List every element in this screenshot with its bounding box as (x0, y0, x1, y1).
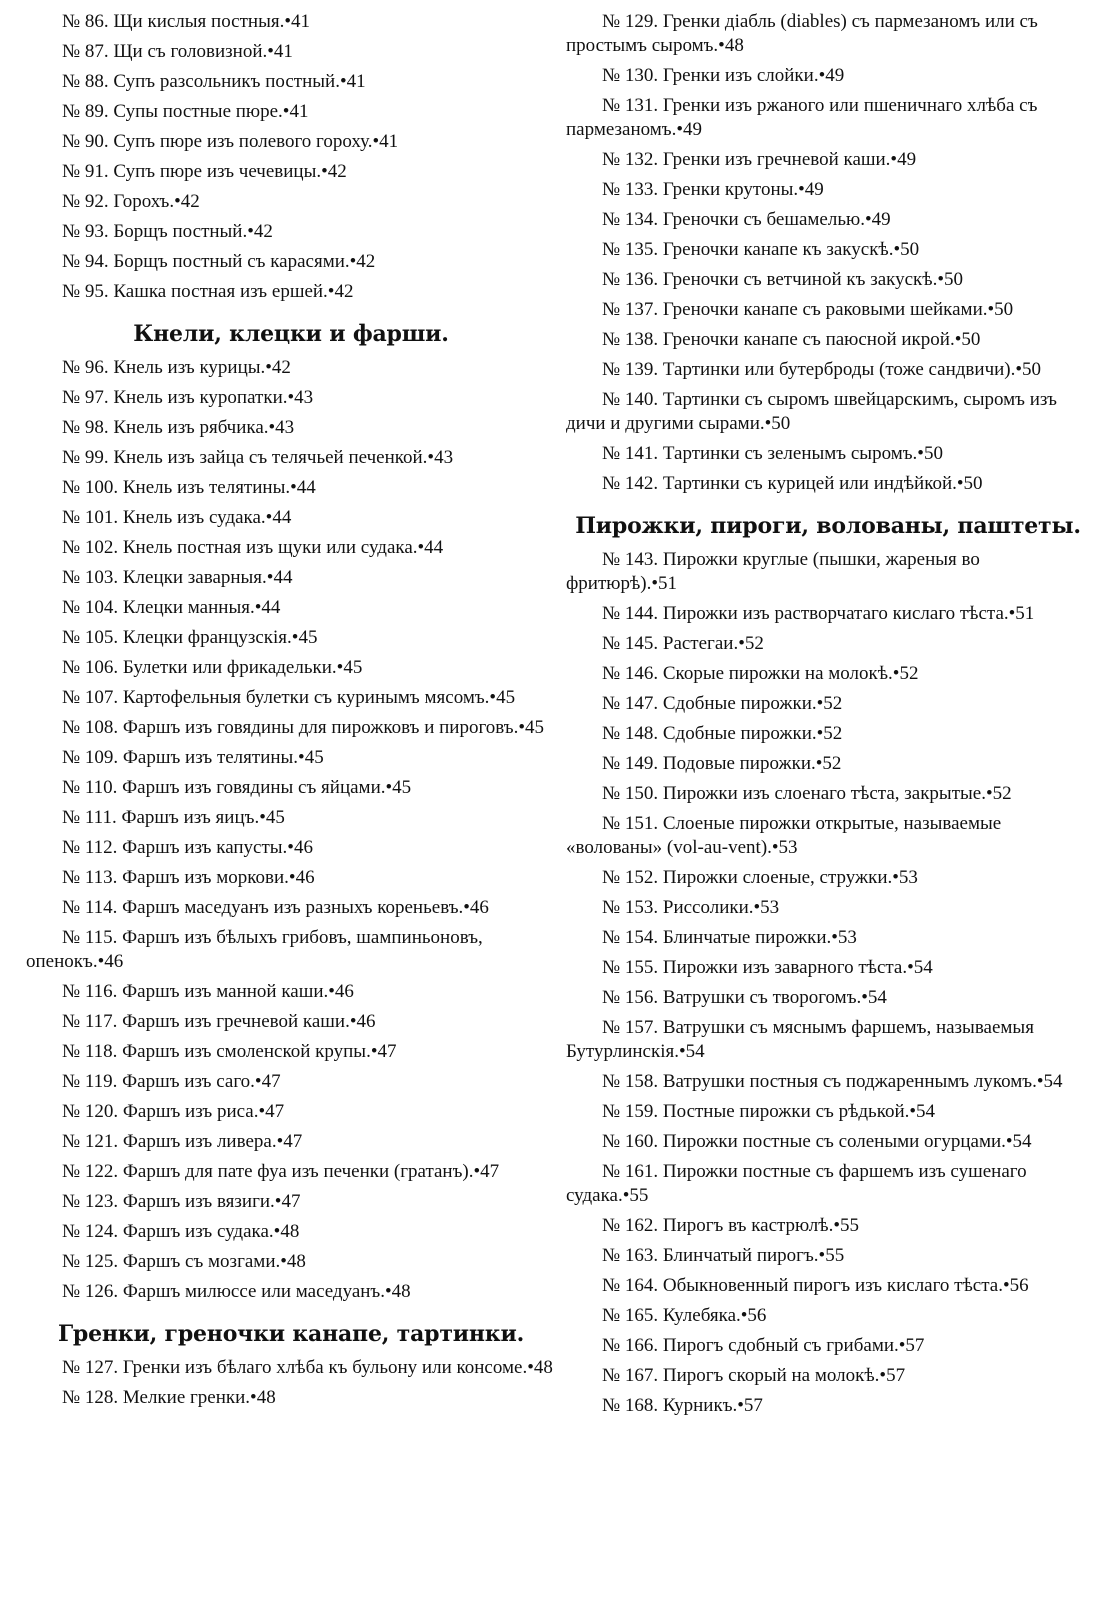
toc-entry: № 90. Супъ пюре изъ полевого гороху.•41 (62, 131, 399, 152)
toc-entry: № 153. Риссолики.•53 (602, 897, 780, 918)
toc-entry: № 97. Кнель изъ куропатки.•43 (62, 387, 314, 408)
toc-entry: № 94. Борщъ постный съ карасями.•42 (62, 251, 376, 272)
toc-entry: № 165. Кулебяка.•56 (602, 1305, 767, 1326)
toc-entry: № 89. Супы постные пюре.•41 (62, 101, 309, 122)
toc-entry: № 125. Фаршъ съ мозгами.•48 (62, 1251, 306, 1272)
toc-entry: № 93. Борщъ постный.•42 (62, 221, 273, 242)
toc-entry: № 147. Сдобные пирожки.•52 (602, 693, 843, 714)
section-heading: Кнели, клецки и фарши. (133, 321, 449, 347)
toc-entry: № 96. Кнель изъ курицы.•42 (62, 357, 291, 378)
toc-entry: № 98. Кнель изъ рябчика.•43 (62, 417, 295, 438)
toc-entry: № 141. Тартинки съ зеленымъ сыромъ.•50 (602, 443, 943, 464)
toc-entry: № 132. Гренки изъ гречневой каши.•49 (602, 149, 917, 170)
toc-entry: № 106. Булетки или фрикадельки.•45 (62, 657, 363, 678)
toc-entry: № 118. Фаршъ изъ смоленской крупы.•47 (62, 1041, 397, 1062)
toc-entry: № 128. Мелкие гренки.•48 (62, 1387, 276, 1408)
toc-entry: № 159. Постные пирожки съ рѣдькой.•54 (602, 1101, 936, 1122)
toc-entry: № 151. Слоеные пирожки открытые, называемые «волованы» (vol-au-vent).•53 (566, 813, 1002, 858)
section-heading: Гренки, греночки канапе, тартинки. (57, 1321, 525, 1347)
toc-entry: № 114. Фаршъ маседуанъ изъ разныхъ кореньевъ.•46 (62, 897, 489, 918)
toc-entry: № 148. Сдобные пирожки.•52 (602, 723, 843, 744)
toc-entry: № 116. Фаршъ изъ манной каши.•46 (62, 981, 354, 1002)
toc-entry: № 167. Пирогъ скорый на молокѣ.•57 (602, 1365, 906, 1386)
toc-entry: № 126. Фаршъ милюссе или маседуанъ.•48 (62, 1281, 411, 1302)
toc-entry: № 143. Пирожки круглые (пышки, жареныя во фритюрѣ).•51 (566, 549, 980, 594)
toc-entry: № 164. Обыкновенный пирогъ изъ кислаго тѣста.•56 (602, 1275, 1029, 1296)
toc-entry: № 162. Пирогъ въ кастрюлѣ.•55 (602, 1215, 859, 1236)
toc-entry: № 99. Кнель изъ зайца съ телячьей печенкой.•43 (62, 447, 454, 468)
toc-entry: № 107. Картофельныя булетки съ куринымъ мясомъ.•45 (62, 687, 516, 708)
toc-entry: № 144. Пирожки изъ растворчатаго кислаго тѣста.•51 (602, 603, 1035, 624)
toc-entry: № 102. Кнель постная изъ щуки или судака.•44 (62, 537, 444, 558)
toc-entry: № 86. Щи кислыя постныя.•41 (62, 11, 310, 32)
toc-entry: № 168. Курникъ.•57 (602, 1395, 763, 1416)
toc-entry: № 113. Фаршъ изъ моркови.•46 (62, 867, 315, 888)
toc-entry: № 155. Пирожки изъ заварного тѣста.•54 (602, 957, 933, 978)
toc-entry: № 109. Фаршъ изъ телятины.•45 (62, 747, 324, 768)
toc-entry: № 103. Клецки заварныя.•44 (62, 567, 293, 588)
toc-entry: № 138. Греночки канапе съ паюсной икрой.•50 (602, 329, 981, 350)
toc-entry: № 161. Пирожки постные съ фаршемъ изъ сушенаго судака.•55 (566, 1161, 1027, 1206)
toc-entry: № 156. Ватрушки съ творогомъ.•54 (602, 987, 887, 1008)
toc-entry: № 123. Фаршъ изъ вязиги.•47 (62, 1191, 301, 1212)
toc-entry: № 112. Фаршъ изъ капусты.•46 (62, 837, 313, 858)
toc-entry: № 117. Фаршъ изъ гречневой каши.•46 (62, 1011, 376, 1032)
toc-entry: № 142. Тартинки съ курицей или индѣйкой.•50 (602, 473, 983, 494)
toc-entry: № 154. Блинчатые пирожки.•53 (602, 927, 857, 948)
toc-entry: № 145. Растегаи.•52 (602, 633, 764, 654)
toc-entry: № 100. Кнель изъ телятины.•44 (62, 477, 316, 498)
toc-entry: № 105. Клецки французскія.•45 (62, 627, 318, 648)
toc-entry: № 124. Фаршъ изъ судака.•48 (62, 1221, 300, 1242)
toc-entry: № 127. Гренки изъ бѣлаго хлѣба къ бульону или консоме.•48 (62, 1357, 553, 1378)
toc-entry: № 133. Гренки крутоны.•49 (602, 179, 824, 200)
toc-entry: № 115. Фаршъ изъ бѣлыхъ грибовъ, шампиньоновъ, опенокъ.•46 (26, 927, 483, 972)
toc-entry: № 87. Щи съ головизной.•41 (62, 41, 293, 62)
right-column (566, 10, 1090, 1424)
toc-entry: № 101. Кнель изъ судака.•44 (62, 507, 292, 528)
toc-entry: № 120. Фаршъ изъ риса.•47 (62, 1101, 285, 1122)
toc-entry: № 134. Греночки съ бешамелью.•49 (602, 209, 891, 230)
toc-entry: № 146. Скорые пирожки на молокѣ.•52 (602, 663, 919, 684)
toc-entry: № 104. Клецки манныя.•44 (62, 597, 281, 618)
left-column (26, 10, 556, 1416)
toc-entry: № 108. Фаршъ изъ говядины для пирожковъ и пироговъ.•45 (62, 717, 545, 738)
toc-entry: № 110. Фаршъ изъ говядины съ яйцами.•45 (62, 777, 412, 798)
toc-entry: № 136. Греночки съ ветчиной къ закускѣ.•50 (602, 269, 963, 290)
toc-entry: № 119. Фаршъ изъ саго.•47 (62, 1071, 281, 1092)
toc-entry: № 152. Пирожки слоеные, стружки.•53 (602, 867, 918, 888)
section-heading: Пирожки, пироги, волованы, паштеты. (575, 513, 1081, 539)
toc-entry: № 163. Блинчатый пирогъ.•55 (602, 1245, 845, 1266)
toc-entry: № 157. Ватрушки съ мяснымъ фаршемъ, называемыя Бутурлинскія.•54 (566, 1017, 1034, 1062)
toc-entry: № 95. Кашка постная изъ ершей.•42 (62, 281, 354, 302)
toc-entry: № 91. Супъ пюре изъ чечевицы.•42 (62, 161, 347, 182)
toc-entry: № 88. Супъ разсольникъ постный.•41 (62, 71, 366, 92)
toc-entry: № 149. Подовые пирожки.•52 (602, 753, 842, 774)
toc-entry: № 129. Гренки діабль (diables) съ пармезаномъ или съ простымъ сыромъ.•48 (566, 11, 1038, 56)
toc-entry: № 158. Ватрушки постныя съ поджареннымъ лукомъ.•54 (602, 1071, 1063, 1092)
toc-entry: № 139. Тартинки или бутерброды (тоже сандвичи).•50 (602, 359, 1042, 380)
toc-entry: № 122. Фаршъ для пате фуа изъ печенки (гратанъ).•47 (62, 1161, 500, 1182)
toc-entry: № 121. Фаршъ изъ ливера.•47 (62, 1131, 303, 1152)
toc-entry: № 160. Пирожки постные съ солеными огурцами.•54 (602, 1131, 1032, 1152)
toc-entry: № 166. Пирогъ сдобный съ грибами.•57 (602, 1335, 925, 1356)
toc-entry: № 130. Гренки изъ слойки.•49 (602, 65, 845, 86)
toc-entry: № 92. Горохъ.•42 (62, 191, 200, 212)
toc-entry: № 137. Греночки канапе съ раковыми шейками.•50 (602, 299, 1014, 320)
toc-entry: № 131. Гренки изъ ржаного или пшеничнаго хлѣба съ пармезаномъ.•49 (566, 95, 1038, 140)
toc-entry: № 111. Фаршъ изъ яицъ.•45 (62, 807, 285, 828)
toc-entry: № 135. Греночки канапе къ закускѣ.•50 (602, 239, 920, 260)
toc-entry: № 140. Тартинки съ сыромъ швейцарскимъ, сыромъ изъ дичи и другими сырами.•50 (566, 389, 1057, 434)
toc-entry: № 150. Пирожки изъ слоенаго тѣста, закрытые.•52 (602, 783, 1012, 804)
